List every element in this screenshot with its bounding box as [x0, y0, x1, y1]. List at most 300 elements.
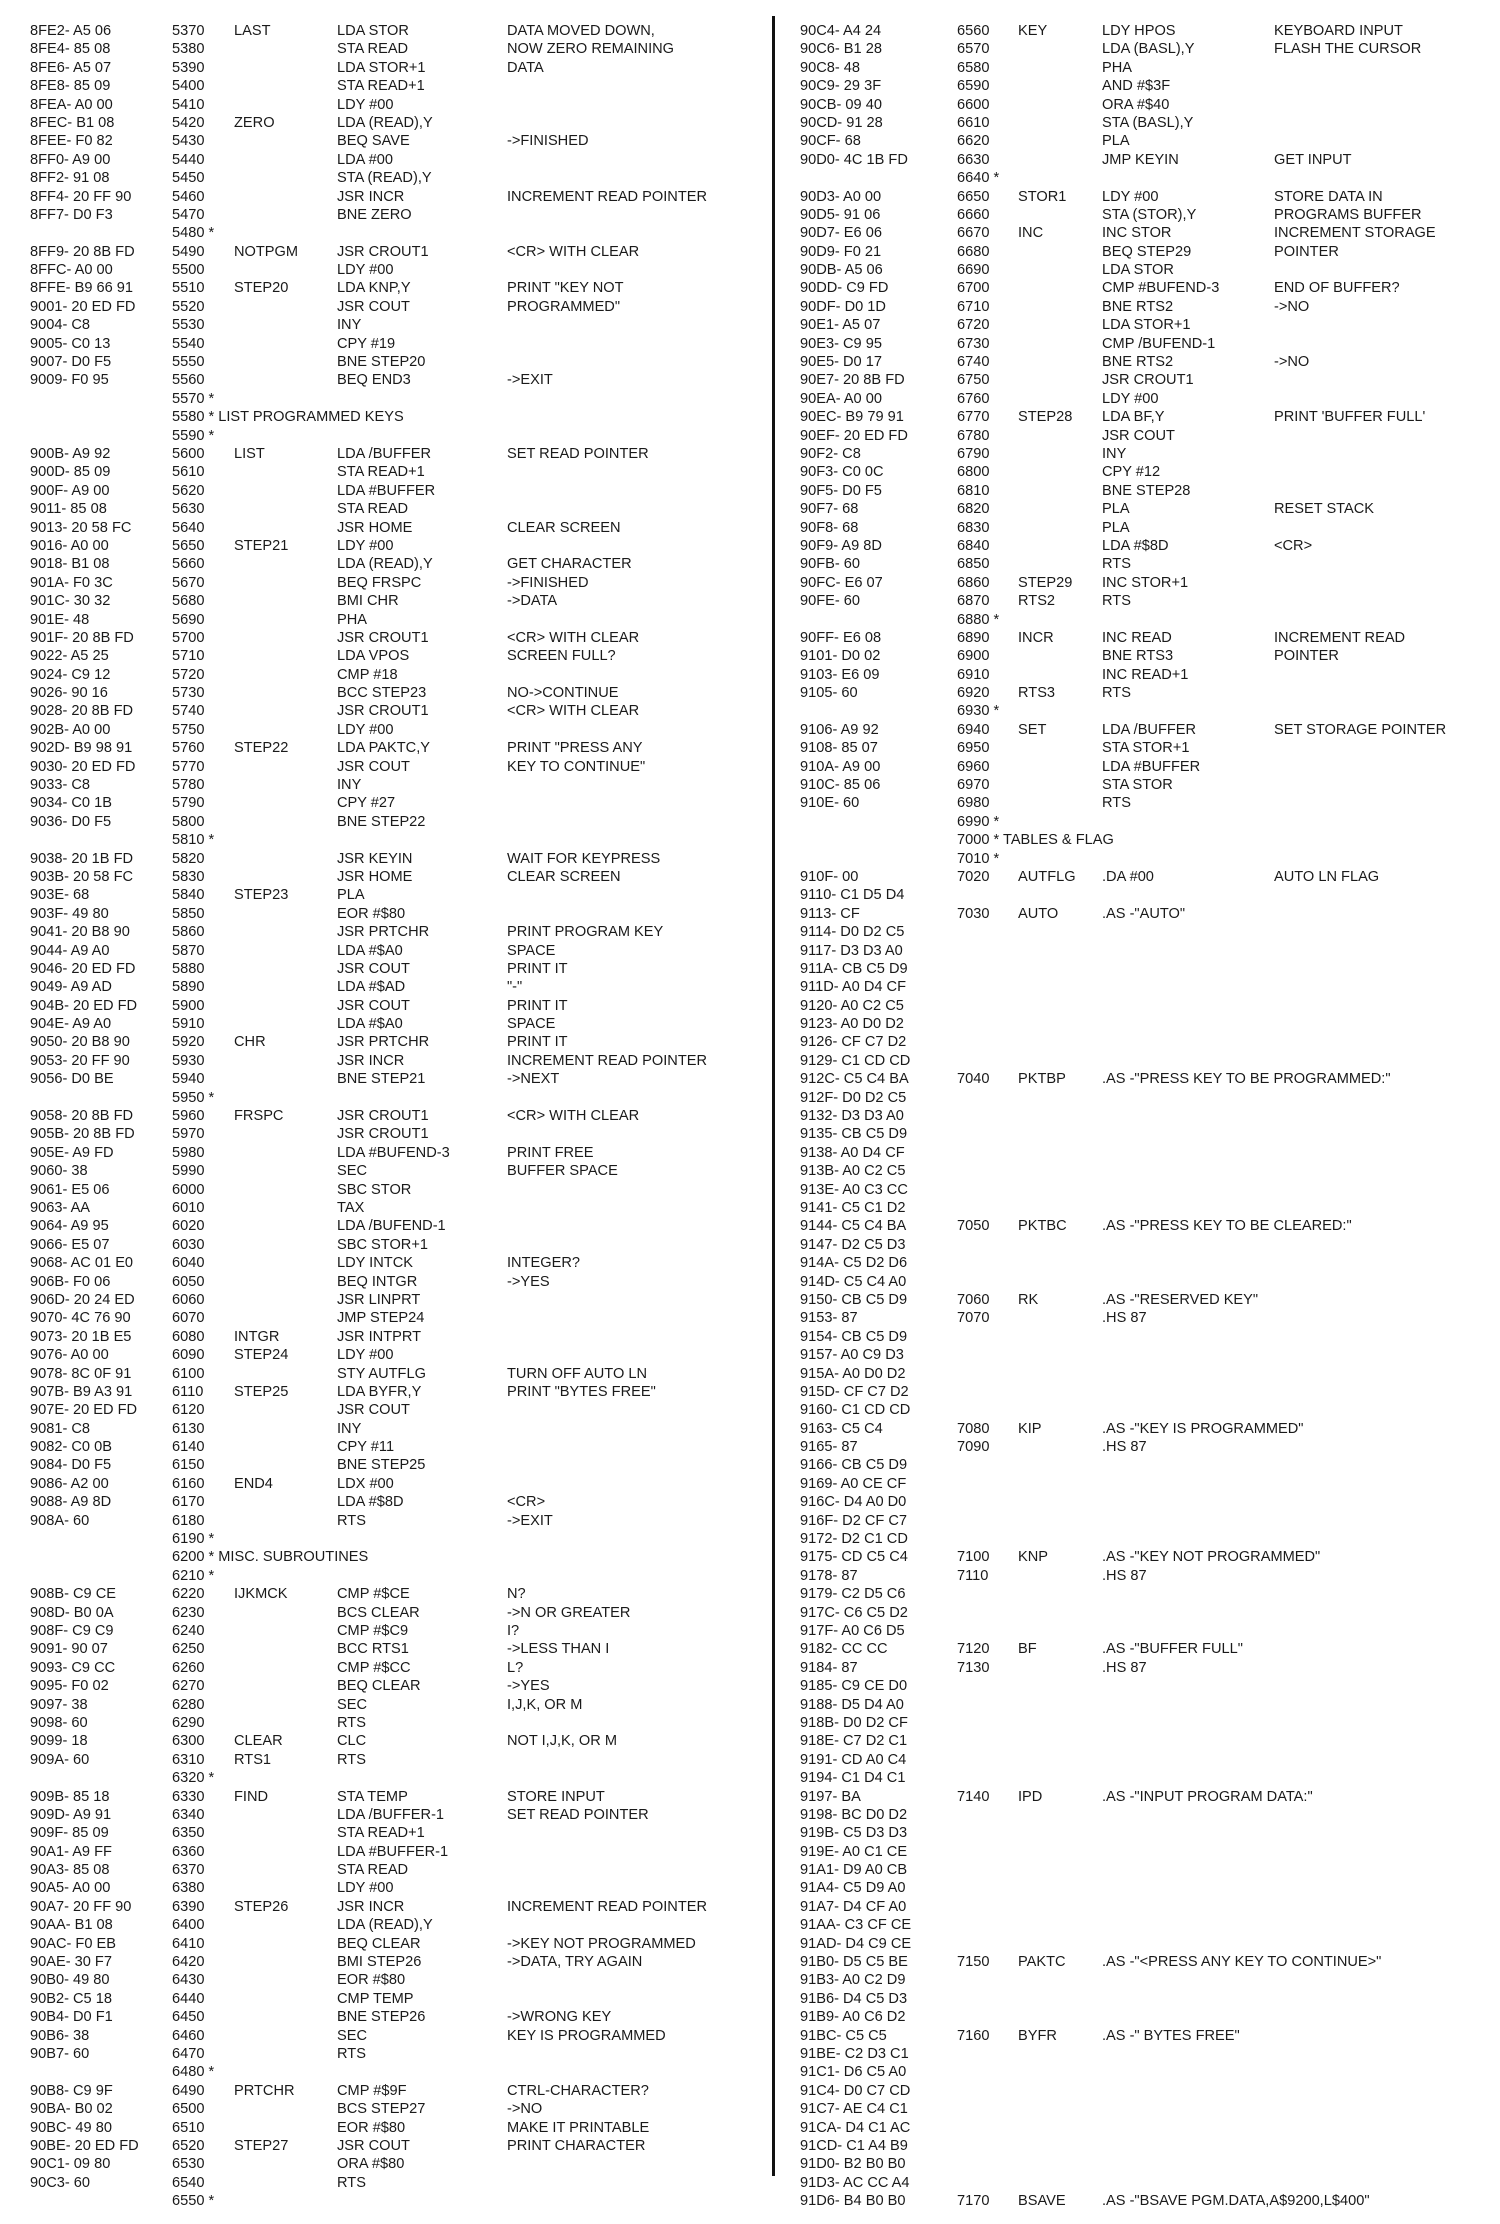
line-number: 5910 — [172, 1016, 205, 1033]
instruction: CMP #$C9 — [337, 1622, 409, 1639]
listing-row — [30, 427, 750, 445]
line-number: 6380 — [172, 1880, 205, 1897]
listing-row — [800, 298, 1480, 316]
line-number: 6960 — [957, 758, 990, 775]
instruction: LDA VPOS — [337, 648, 410, 665]
listing-row — [800, 555, 1480, 573]
listing-row — [30, 2082, 750, 2100]
instruction: LDA #$8D — [1102, 537, 1169, 554]
listing-row — [30, 1714, 750, 1732]
listing-row — [800, 1254, 1480, 1272]
listing-row — [800, 666, 1480, 684]
listing-row — [30, 335, 750, 353]
address-code: 90DD- C9 FD — [800, 280, 889, 297]
line-number: 6740 — [957, 354, 990, 371]
line-number: 5390 — [172, 59, 205, 76]
listing-row — [30, 1291, 750, 1309]
comment: PRINT CHARACTER — [507, 2137, 646, 2154]
listing-row — [800, 1824, 1480, 1842]
address-code: 9191- CD A0 C4 — [800, 1751, 907, 1768]
line-number: 5810 * — [172, 832, 215, 849]
instruction: .HS 87 — [1102, 1439, 1147, 1456]
listing-row — [30, 611, 750, 629]
listing-row — [800, 1696, 1480, 1714]
address-code: 90F3- C0 0C — [800, 464, 884, 481]
instruction: LDA (READ),Y — [337, 114, 433, 131]
listing-row — [30, 243, 750, 261]
address-code: 90CB- 09 40 — [800, 96, 882, 113]
line-number: 5450 — [172, 170, 205, 187]
listing-row — [30, 1769, 750, 1787]
comment: ->NEXT — [507, 1071, 560, 1088]
address-code: 9138- A0 D4 CF — [800, 1144, 905, 1161]
listing-row — [800, 1530, 1480, 1548]
listing-row — [800, 1567, 1480, 1585]
listing-row — [800, 519, 1480, 537]
label: INC — [1018, 225, 1044, 242]
comment: SCREEN FULL? — [507, 648, 616, 665]
listing-row — [800, 1732, 1480, 1750]
listing-row — [30, 1125, 750, 1143]
line-number: 6180 — [172, 1512, 205, 1529]
instruction: BEQ CLEAR — [337, 1678, 421, 1695]
listing-row — [800, 169, 1480, 187]
line-number: 5420 — [172, 114, 205, 131]
comment: CLEAR SCREEN — [507, 519, 621, 536]
line-number: 6470 — [172, 2045, 205, 2062]
comment: ->NO — [507, 2101, 543, 2118]
listing-row — [30, 1401, 750, 1419]
listing-row — [800, 408, 1480, 426]
instruction: RTS — [1102, 556, 1131, 573]
comment: SPACE — [507, 942, 556, 959]
instruction: INC STOR+1 — [1102, 574, 1189, 591]
address-code: 907B- B9 A3 91 — [30, 1383, 133, 1400]
listing-row — [800, 1236, 1480, 1254]
listing-row — [30, 482, 750, 500]
line-number: 5860 — [172, 924, 205, 941]
listing-row — [30, 739, 750, 757]
line-number: 6780 — [957, 427, 990, 444]
address-code: 911A- CB C5 D9 — [800, 960, 908, 977]
comment: ->FINISHED — [507, 133, 589, 150]
instruction: JSR INCR — [337, 188, 405, 205]
listing-row — [30, 1475, 750, 1493]
line-number: 6090 — [172, 1347, 205, 1364]
address-code: 9004- C8 — [30, 317, 91, 334]
address-code: 9053- 20 FF 90 — [30, 1052, 130, 1069]
address-code: 9194- C1 D4 C1 — [800, 1770, 906, 1787]
address-code: 91B0- D5 C5 BE — [800, 1954, 908, 1971]
listing-row — [800, 978, 1480, 996]
line-number: 6500 — [172, 2101, 205, 2118]
listing-row — [800, 574, 1480, 592]
address-code: 90EA- A0 00 — [800, 390, 882, 407]
address-code: 9033- C8 — [30, 777, 91, 794]
instruction: BNE STEP22 — [337, 813, 426, 830]
listing-column-left — [30, 22, 750, 2210]
address-code: 903B- 20 58 FC — [30, 868, 134, 885]
instruction: INC READ+1 — [1102, 666, 1189, 683]
instruction: LDA /BUFFER — [337, 445, 432, 462]
label: FIND — [234, 1788, 269, 1805]
instruction: BNE STEP20 — [337, 354, 426, 371]
line-number: 6600 — [957, 96, 990, 113]
instruction: .HS 87 — [1102, 1659, 1147, 1676]
address-code: 90AC- F0 EB — [30, 1935, 116, 1952]
instruction: RTS — [1102, 593, 1131, 610]
address-code: 919E- A0 C1 CE — [800, 1843, 908, 1860]
listing-row — [30, 1806, 750, 1824]
line-number: 5700 — [172, 629, 205, 646]
address-code: 9099- 18 — [30, 1733, 88, 1750]
address-code: 9076- A0 00 — [30, 1347, 109, 1364]
listing-row — [800, 794, 1480, 812]
address-code: 908A- 60 — [30, 1512, 90, 1529]
address-code: 9172- D2 C1 CD — [800, 1531, 908, 1548]
listing-row — [30, 905, 750, 923]
listing-row — [30, 850, 750, 868]
label: RTS2 — [1018, 593, 1056, 610]
line-number: 6170 — [172, 1494, 205, 1511]
instruction: JSR HOME — [337, 868, 413, 885]
listing-row — [800, 647, 1480, 665]
instruction: RTS — [337, 2174, 366, 2191]
address-code: 908B- C9 CE — [30, 1586, 116, 1603]
label: STEP23 — [234, 887, 289, 904]
listing-row — [800, 371, 1480, 389]
line-number: 6860 — [957, 574, 990, 591]
line-number: 6340 — [172, 1806, 205, 1823]
listing-row — [30, 1732, 750, 1750]
listing-row — [800, 316, 1480, 334]
listing-column-right — [800, 22, 1480, 2210]
line-number: 6030 — [172, 1236, 205, 1253]
line-number: 6400 — [172, 1917, 205, 1934]
instruction: JSR HOME — [337, 519, 413, 536]
address-code: 9095- F0 02 — [30, 1678, 109, 1695]
address-code: 9018- B1 08 — [30, 556, 110, 573]
listing-row — [30, 390, 750, 408]
address-code: 90AE- 30 F7 — [30, 1954, 112, 1971]
instruction: JSR INCR — [337, 1898, 405, 1915]
label: BSAVE — [1018, 2193, 1066, 2210]
line-number: 5580 * LIST PROGRAMMED KEYS — [172, 409, 404, 426]
address-code: 90C1- 09 80 — [30, 2156, 111, 2173]
instruction: .AS -"<PRESS ANY KEY TO CONTINUE>" — [1102, 1954, 1382, 1971]
listing-row — [800, 279, 1480, 297]
line-number: 6300 — [172, 1733, 205, 1750]
listing-row — [800, 1199, 1480, 1217]
line-number: 5980 — [172, 1144, 205, 1161]
instruction: PLA — [1102, 133, 1130, 150]
address-code: 91D6- B4 B0 B0 — [800, 2193, 906, 2210]
comment: PROGRAMS BUFFER — [1274, 206, 1422, 223]
address-code: 906D- 20 24 ED — [30, 1291, 135, 1308]
comment: ->LESS THAN I — [507, 1641, 610, 1658]
comment: <CR> WITH CLEAR — [507, 1108, 640, 1125]
line-number: 6710 — [957, 298, 990, 315]
line-number: 7050 — [957, 1218, 990, 1235]
listing-row — [30, 22, 750, 40]
instruction: JSR CROUT1 — [337, 703, 429, 720]
label: LIST — [234, 445, 265, 462]
line-number: 5490 — [172, 243, 205, 260]
address-code: 8FF2- 91 08 — [30, 170, 110, 187]
label: STEP22 — [234, 740, 289, 757]
address-code: 8FEE- F0 82 — [30, 133, 113, 150]
line-number: 6920 — [957, 685, 990, 702]
listing-row — [800, 1070, 1480, 1088]
listing-row — [800, 1273, 1480, 1291]
line-number: 7030 — [957, 905, 990, 922]
line-number: 5670 — [172, 574, 205, 591]
listing-row — [800, 1751, 1480, 1769]
instruction: LDY #00 — [1102, 188, 1159, 205]
address-code: 9073- 20 1B E5 — [30, 1328, 132, 1345]
line-number: 5540 — [172, 335, 205, 352]
address-code: 91BC- C5 C5 — [800, 2027, 887, 2044]
instruction: CMP #BUFEND-3 — [1102, 280, 1220, 297]
line-number: 5740 — [172, 703, 205, 720]
address-code: 8FEC- B1 08 — [30, 114, 115, 131]
comment: FLASH THE CURSOR — [1274, 41, 1422, 58]
address-code: 90A7- 20 FF 90 — [30, 1898, 132, 1915]
address-code: 91B9- A0 C6 D2 — [800, 2009, 906, 2026]
listing-row — [800, 702, 1480, 720]
label: SET — [1018, 721, 1047, 738]
listing-row — [800, 1438, 1480, 1456]
line-number: 7120 — [957, 1641, 990, 1658]
instruction: BCS STEP27 — [337, 2101, 426, 2118]
instruction: STA READ — [337, 501, 409, 518]
address-code: 9113- CF — [800, 905, 860, 922]
line-number: 6650 — [957, 188, 990, 205]
address-code: 908D- B0 0A — [30, 1604, 114, 1621]
instruction: JSR INTPRT — [337, 1328, 422, 1345]
line-number: 6560 — [957, 23, 990, 39]
instruction: LDA STOR+1 — [337, 59, 426, 76]
instruction: LDA /BUFFER — [1102, 721, 1197, 738]
address-code: 9126- CF C7 D2 — [800, 1034, 907, 1051]
instruction: SBC STOR — [337, 1181, 412, 1198]
address-code: 9044- A9 A0 — [30, 942, 110, 959]
listing-row — [800, 1861, 1480, 1879]
listing-row — [30, 1420, 750, 1438]
listing-row — [800, 1879, 1480, 1897]
address-code: 90A5- A0 00 — [30, 1880, 111, 1897]
listing-row — [30, 1622, 750, 1640]
line-number: 6200 * MISC. SUBROUTINES — [172, 1549, 369, 1566]
listing-row — [800, 813, 1480, 831]
address-code: 900B- A9 92 — [30, 445, 111, 462]
listing-row — [30, 1935, 750, 1953]
address-code: 916F- D2 CF C7 — [800, 1512, 908, 1529]
listing-row — [800, 1640, 1480, 1658]
line-number: 6970 — [957, 777, 990, 794]
label: PKTBC — [1018, 1218, 1067, 1235]
address-code: 90B4- D0 F1 — [30, 2009, 113, 2026]
line-number: 5820 — [172, 850, 205, 867]
listing-row — [800, 2045, 1480, 2063]
address-code: 9101- D0 02 — [800, 648, 881, 665]
listing-row — [30, 1530, 750, 1548]
instruction: LDA /BUFFER-1 — [337, 1806, 445, 1823]
address-code: 9188- D5 D4 A0 — [800, 1696, 904, 1713]
listing-row — [30, 1640, 750, 1658]
listing-row — [800, 243, 1480, 261]
label: KNP — [1018, 1549, 1049, 1566]
instruction: LDA BYFR,Y — [337, 1383, 422, 1400]
line-number: 5500 — [172, 262, 205, 279]
listing-row — [800, 1420, 1480, 1438]
instruction: LDA STOR — [337, 23, 409, 39]
address-code: 915D- CF C7 D2 — [800, 1383, 909, 1400]
address-code: 90B7- 60 — [30, 2045, 90, 2062]
address-code: 90F9- A9 8D — [800, 537, 882, 554]
instruction: LDA #BUFFER — [1102, 758, 1201, 775]
listing-row — [800, 390, 1480, 408]
listing-row — [800, 224, 1480, 242]
instruction: JSR CROUT1 — [1102, 372, 1194, 389]
address-code: 90B2- C5 18 — [30, 1990, 112, 2007]
listing-row — [800, 1769, 1480, 1787]
instruction: LDY INTCK — [337, 1255, 413, 1272]
listing-row — [30, 702, 750, 720]
line-number: 6700 — [957, 280, 990, 297]
line-number: 7060 — [957, 1291, 990, 1308]
instruction: STA (STOR),Y — [1102, 206, 1197, 223]
listing-row — [800, 500, 1480, 518]
instruction: JSR COUT — [337, 1402, 410, 1419]
line-number: 5650 — [172, 537, 205, 554]
instruction: BCS CLEAR — [337, 1604, 420, 1621]
instruction: CLC — [337, 1733, 367, 1750]
listing-row — [30, 960, 750, 978]
line-number: 6840 — [957, 537, 990, 554]
instruction: AND #$3F — [1102, 78, 1171, 95]
address-code: 9086- A2 00 — [30, 1475, 109, 1492]
instruction: PLA — [337, 887, 365, 904]
listing-row — [800, 1953, 1480, 1971]
line-number: 6050 — [172, 1273, 205, 1290]
line-number: 6790 — [957, 445, 990, 462]
address-code: 91D0- B2 B0 B0 — [800, 2156, 906, 2173]
line-number: 6350 — [172, 1825, 205, 1842]
line-number: 5600 — [172, 445, 205, 462]
address-code: 9141- C5 C1 D2 — [800, 1200, 906, 1216]
label: STEP24 — [234, 1347, 289, 1364]
listing-row — [30, 1309, 750, 1327]
line-number: 7090 — [957, 1439, 990, 1456]
comment: "-" — [507, 979, 523, 996]
comment: SET READ POINTER — [507, 445, 649, 462]
address-code: 914A- C5 D2 D6 — [800, 1255, 908, 1272]
listing-row — [30, 2100, 750, 2118]
listing-row — [30, 1236, 750, 1254]
listing-row — [30, 500, 750, 518]
listing-row — [30, 2027, 750, 2045]
listing-row — [800, 886, 1480, 904]
listing-row — [30, 2192, 750, 2210]
label: AUTO — [1018, 905, 1059, 922]
listing-row — [30, 886, 750, 904]
listing-row — [800, 1181, 1480, 1199]
address-code: 901F- 20 8B FD — [30, 629, 134, 646]
line-number: 6210 * — [172, 1567, 215, 1584]
comment: GET CHARACTER — [507, 556, 632, 573]
instruction: BMI CHR — [337, 593, 399, 610]
address-code: 90F7- 68 — [800, 501, 859, 518]
address-code: 90C8- 48 — [800, 59, 861, 76]
listing-row — [30, 1971, 750, 1989]
listing-row — [30, 813, 750, 831]
listing-row — [800, 40, 1480, 58]
address-code: 913B- A0 C2 C5 — [800, 1163, 906, 1180]
listing-row — [800, 537, 1480, 555]
line-number: 6110 — [172, 1383, 204, 1400]
listing-row — [30, 1879, 750, 1897]
line-number: 7070 — [957, 1310, 990, 1327]
instruction: JSR COUT — [337, 298, 410, 315]
instruction: STA READ — [337, 1862, 409, 1879]
instruction: PLA — [1102, 501, 1130, 518]
listing-row — [800, 1107, 1480, 1125]
line-number: 5970 — [172, 1126, 205, 1143]
instruction: BEQ CLEAR — [337, 1935, 421, 1952]
instruction: .AS -"BUFFER FULL" — [1102, 1641, 1243, 1658]
address-code: 90E5- D0 17 — [800, 354, 882, 371]
address-code: 9011- 85 08 — [30, 501, 107, 518]
listing-row — [30, 2063, 750, 2081]
listing-row — [30, 1916, 750, 1934]
address-code: 901A- F0 3C — [30, 574, 113, 591]
listing-row — [800, 2174, 1480, 2192]
listing-row — [30, 316, 750, 334]
address-code: 90E3- C9 95 — [800, 335, 882, 352]
listing-row — [30, 59, 750, 77]
comment: ->WRONG KEY — [507, 2009, 612, 2026]
listing-row — [30, 1346, 750, 1364]
comment: I? — [507, 1622, 520, 1639]
address-code: 903E- 68 — [30, 887, 90, 904]
listing-row — [800, 1346, 1480, 1364]
address-code: 9163- C5 C4 — [800, 1420, 883, 1437]
instruction: LDY #00 — [337, 1880, 394, 1897]
line-number: 5440 — [172, 151, 205, 168]
line-number: 6510 — [172, 2119, 205, 2136]
instruction: JSR INCR — [337, 1052, 405, 1069]
comment: CLEAR SCREEN — [507, 868, 621, 885]
comment: CTRL-CHARACTER? — [507, 2082, 649, 2099]
listing-row — [800, 611, 1480, 629]
comment: PRINT IT — [507, 997, 568, 1014]
address-code: 9129- C1 CD CD — [800, 1052, 911, 1069]
line-number: 6240 — [172, 1622, 205, 1639]
listing-row — [30, 1328, 750, 1346]
instruction: BNE STEP28 — [1102, 482, 1191, 499]
listing-row — [800, 1144, 1480, 1162]
listing-row — [30, 1254, 750, 1272]
listing-row — [30, 1696, 750, 1714]
listing-row — [30, 776, 750, 794]
address-code: 9110- C1 D5 D4 — [800, 887, 905, 904]
label: STEP21 — [234, 537, 289, 554]
comment: INCREMENT READ POINTER — [507, 188, 708, 205]
line-number: 5990 — [172, 1163, 205, 1180]
comment: SPACE — [507, 1016, 556, 1033]
listing-row — [800, 2063, 1480, 2081]
